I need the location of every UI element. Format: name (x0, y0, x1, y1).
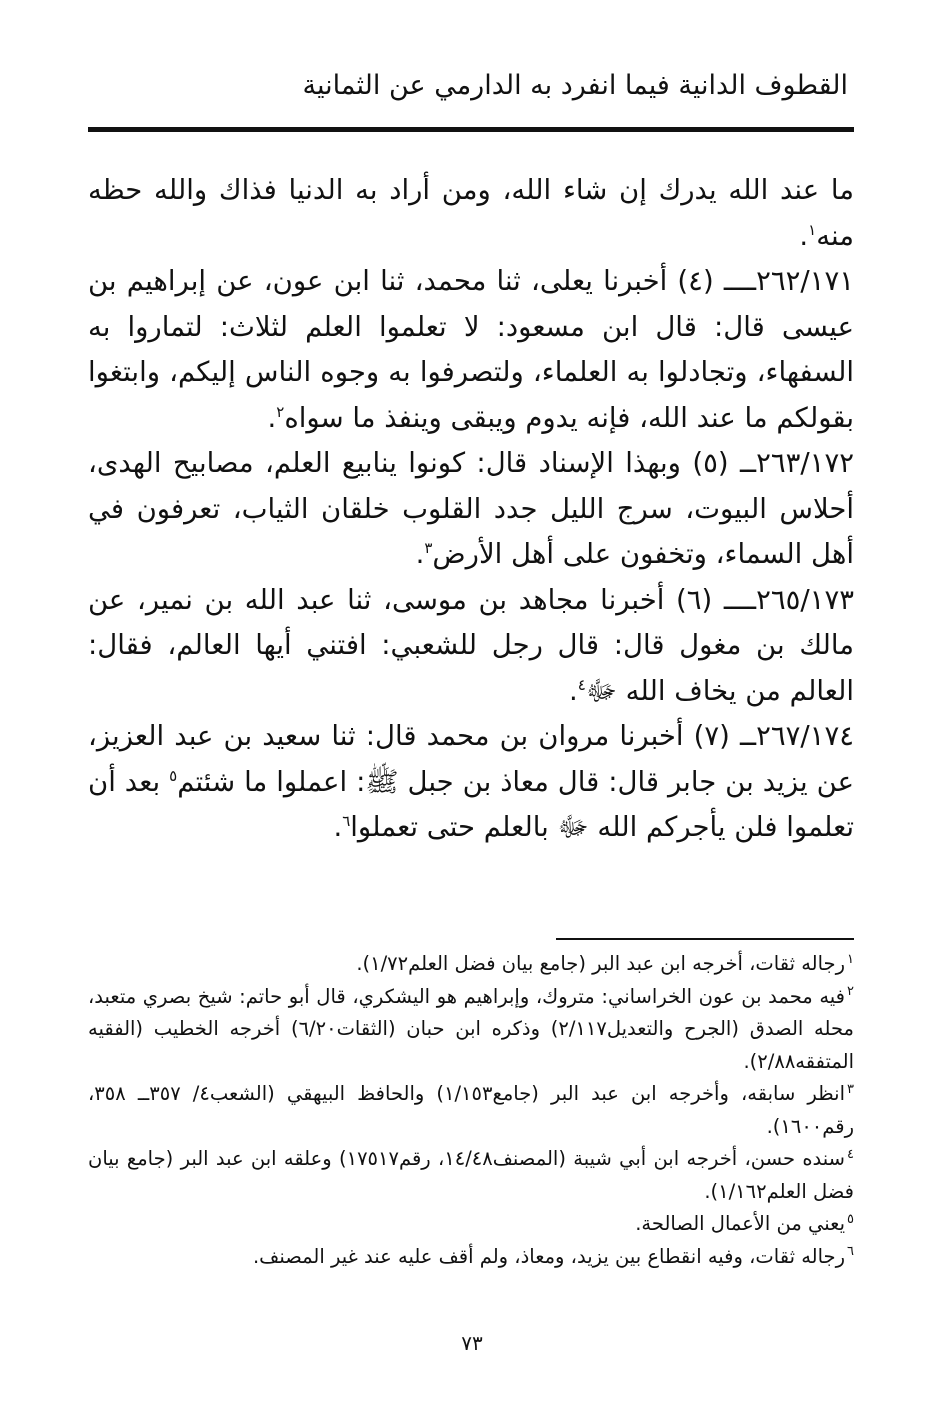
running-header-title: القطوف الدانية فيما انفرد به الدارمي عن الثمانية (302, 70, 848, 101)
paragraph-2-end: . (267, 401, 277, 434)
paragraph-3-end: . (415, 538, 425, 570)
footnote-divider (556, 938, 854, 940)
footnote-text: رجاله ثقات، أخرجه ابن عبد البر (جامع بيان فضل العلم١/٧٢). (356, 952, 846, 975)
footnote-4 (88, 1143, 854, 1208)
paragraph-4-text: ٢٦٥/١٧٣ــــ (٦) أخبرنا مجاهد بن موسى، ثنا عبد الله بن نمير، عن مالك بن مغول قال: قال رجل للشعبي: افتني أيها العالم، فقال: العالم من يخاف الله ﷻ (88, 583, 854, 707)
paragraph-5-text-b: بعد أن تعلموا فلن يأجركم الله ﷻ بالعلم حتى تعملوا (88, 765, 854, 843)
footnote-text: فيه محمد بن عون الخراساني: متروك، وإبراهيم هو اليشكري، قال أبو حاتم: شيخ بصري متعبد، محله الصدق (الجرح والتعديل٢/١١٧) وذكره ابن حبان (الثقات٦/٢٠) أخرجه الخطيب (الفقيه المتفقه٢/٨٨). (88, 984, 854, 1073)
footnote-number: ٤ (847, 1146, 854, 1162)
footnote-ref-3[interactable]: ٣ (424, 538, 433, 557)
footnote-number: ٦ (847, 1244, 854, 1259)
main-text (88, 168, 854, 851)
paragraph-2 (88, 259, 854, 441)
footnote-3 (88, 1078, 854, 1143)
footnote-text: سنده حسن، أخرجه ابن أبي شيبة (المصنف١٤/٤٨، رقم١٧٥١٧) وعلقه ابن عبد البر (جامع بيان فضل العلم١/١٦٢). (88, 1147, 854, 1203)
paragraph-1 (88, 168, 854, 259)
footnote-text: رجاله ثقات، وفيه انقطاع بين يزيد، ومعاذ، ولم أقف عليه عند غير المصنف. (252, 1244, 846, 1268)
paragraph-1-end: . (799, 219, 809, 252)
footnote-ref-6[interactable]: ٦ (342, 811, 351, 830)
paragraph-5-text-a: ٢٦٧/١٧٤ــ (٧) أخبرنا مروان بن محمد قال: ثنا سعيد بن عبد العزيز، عن يزيد بن جابر قال: قال معاذ بن جبل ﷺ: اعملوا ما شئتم (88, 720, 854, 798)
footnote-number: ٥ (847, 1211, 854, 1227)
paragraph-5 (88, 714, 854, 851)
footnote-text: انظر سابقه، وأخرجه ابن عبد البر (جامع١/١٥٣) والحافظ البيهقي (الشعب٤/ ٣٥٧ــ ٣٥٨، رقم١٦٠٠). (88, 1082, 854, 1138)
footnote-1 (88, 948, 854, 981)
paragraph-5-end: . (333, 811, 343, 843)
footnote-number: ٣ (847, 1081, 854, 1097)
paragraph-4 (88, 578, 854, 715)
paragraph-2-text: ٢٦٢/١٧١ــــ (٤) أخبرنا يعلى، ثنا محمد، ثنا ابن عون، عن إبراهيم بن عيسى قال: قال ابن مسعود: لا تعلموا العلم لثلاث: لتماروا به السفهاء، وتجادلوا به العلماء، ولتصرفوا به وجوه الناس إليكم، وابتغوا بقولكم ما عند الله، فإنه يدوم ويبقى وينفذ ما سواه (88, 265, 854, 434)
paragraph-3-text: ٢٦٣/١٧٢ــ (٥) وبهذا الإسناد قال: كونوا ينابيع العلم، مصابيح الهدى، أحلاس البيوت، سرج الليل جدد القلوب خلقان الثياب، تعرفون في أهل السماء، وتخفون على أهل الأرض (88, 447, 854, 570)
footnote-5 (88, 1208, 854, 1241)
footnote-number: ٢ (847, 984, 854, 999)
footnote-ref-1[interactable]: ١ (808, 220, 817, 239)
footnote-ref-4[interactable]: ٤ (577, 675, 586, 694)
footnote-ref-5[interactable]: ٥ (169, 766, 178, 785)
footnote-text: يعني من الأعمال الصالحة. (635, 1212, 846, 1235)
footnote-6 (88, 1241, 854, 1274)
paragraph-4-end: . (569, 674, 578, 707)
header-divider (88, 127, 854, 132)
footnote-2 (88, 981, 854, 1079)
footnote-ref-2[interactable]: ٢ (276, 402, 285, 421)
paragraph-3 (88, 441, 854, 578)
paragraph-1-text: ما عند الله يدرك إن شاء الله، ومن أراد به الدنيا فذاك والله حظه منه (88, 174, 854, 252)
footnote-number: ١ (847, 951, 854, 967)
page-number: ٧٣ (461, 1331, 483, 1355)
footnotes (88, 948, 854, 1273)
